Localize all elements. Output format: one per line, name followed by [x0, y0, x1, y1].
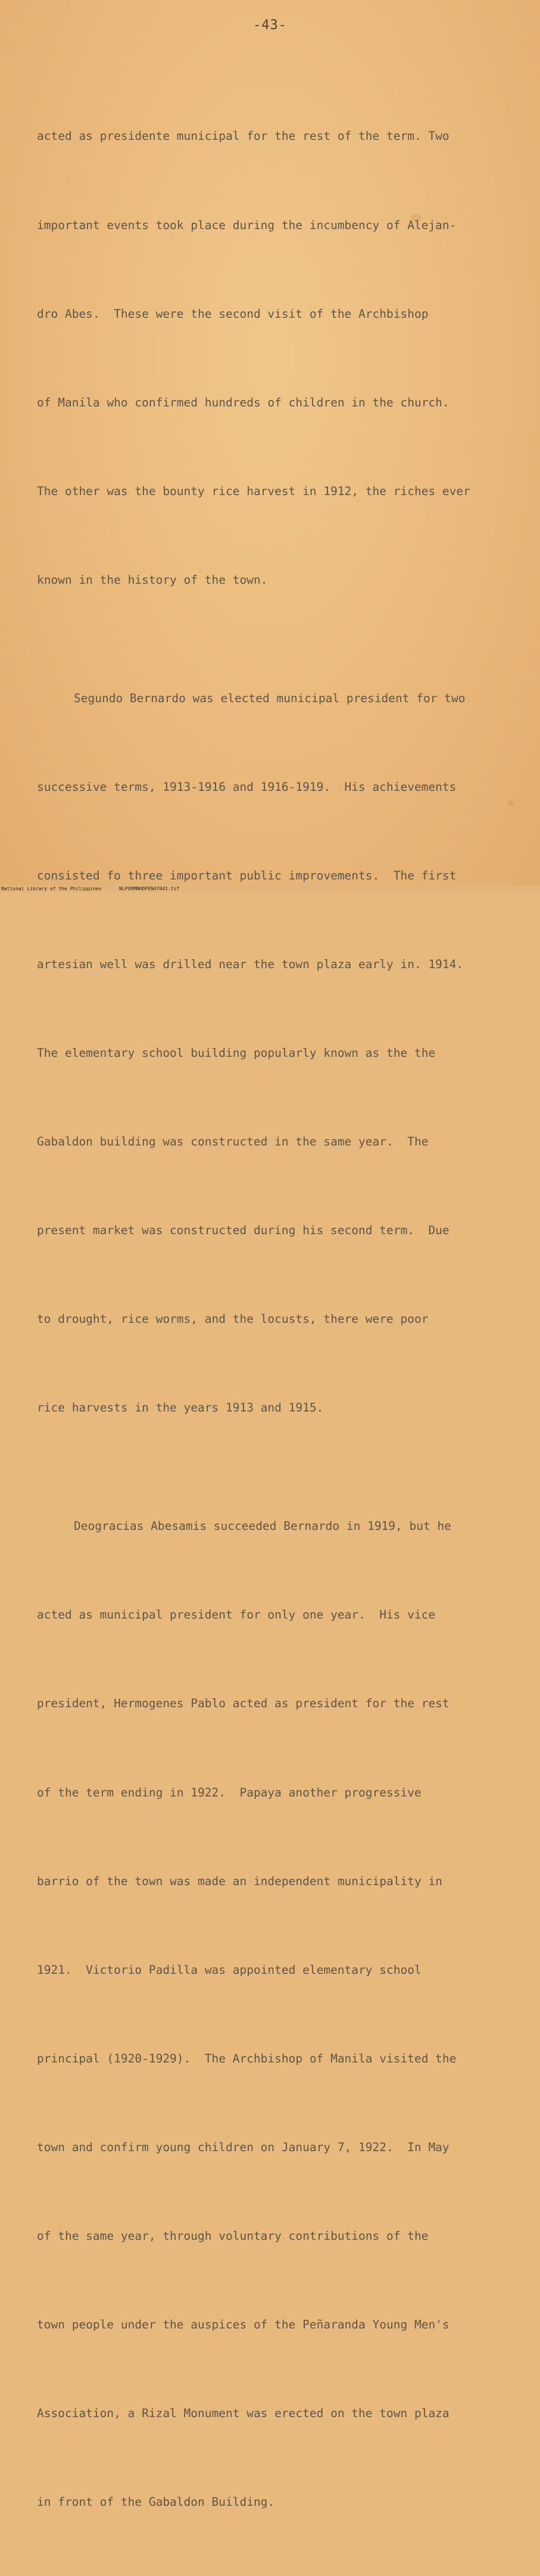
- typed-text-body: [37, 62, 507, 2576]
- text-line: Deogracias Abesamis succeeded Bernardo in 1919, but he: [74, 1519, 451, 1533]
- text-line: of Manila who confirmed hundreds of children in the church.: [37, 395, 450, 409]
- text-line: principal (1920-1929). The Archbishop of Manila visited the: [37, 2051, 457, 2065]
- text-line: The elementary school building popularly known as the the: [37, 1046, 436, 1060]
- text-line: successive terms, 1913-1916 and 1916-1919. His achievements: [37, 780, 457, 794]
- text-line: Segundo Bernardo was elected municipal president for two: [74, 691, 466, 705]
- text-line: town people under the auspices of the Peñaranda Young Men's: [37, 2318, 450, 2332]
- footer-filename: NLPOOMNHDPEN47041.tif: [119, 886, 180, 891]
- text-line: Gabaldon building was constructed in the same year. The: [37, 1135, 429, 1149]
- text-line: artesian well was drilled near the town plaza early in. 1914.: [37, 957, 464, 971]
- text-line: barrio of the town was made an independent municipality in: [37, 1874, 442, 1888]
- text-line: town and confirm young children on January 7, 1922. In May: [37, 2140, 450, 2154]
- text-line: Association, a Rizal Monument was erected on the town plaza: [37, 2406, 450, 2421]
- text-line: The other was the bounty rice harvest in 1912, the riches ever: [37, 484, 470, 498]
- text-line: in front of the Gabaldon Building.: [37, 2495, 275, 2509]
- paper-stain: [508, 800, 514, 806]
- text-line: important events took place during the incumbency of Alejan-: [37, 218, 457, 232]
- text-line: acted as municipal president for only one year. His vice: [37, 1608, 436, 1622]
- scan-footer: [0, 885, 540, 893]
- text-line: to drought, rice worms, and the locusts, there were poor: [37, 1312, 429, 1326]
- text-line: president, Hermogenes Pablo acted as president for the rest: [37, 1697, 450, 1711]
- page-number: -43-: [253, 18, 287, 33]
- text-line: of the same year, through voluntary contributions of the: [37, 2228, 429, 2243]
- text-line: 1921. Victorio Padilla was appointed elementary school: [37, 1962, 422, 1977]
- text-line: dro Abes. These were the second visit of the Archbishop: [37, 306, 429, 321]
- text-line: known in the history of the town.: [37, 572, 268, 587]
- text-line: acted as presidente municipal for the rest of the term. Two: [37, 129, 450, 143]
- text-line: rice harvests in the years 1913 and 1915.: [37, 1401, 324, 1415]
- text-line: of the term ending in 1922. Papaya another progressive: [37, 1785, 422, 1799]
- text-line: present market was constructed during his second term. Due: [37, 1223, 450, 1238]
- text-line: consisted fo three important public improvements. The first: [37, 868, 457, 882]
- footer-source: National Library of the Philippines: [1, 886, 102, 891]
